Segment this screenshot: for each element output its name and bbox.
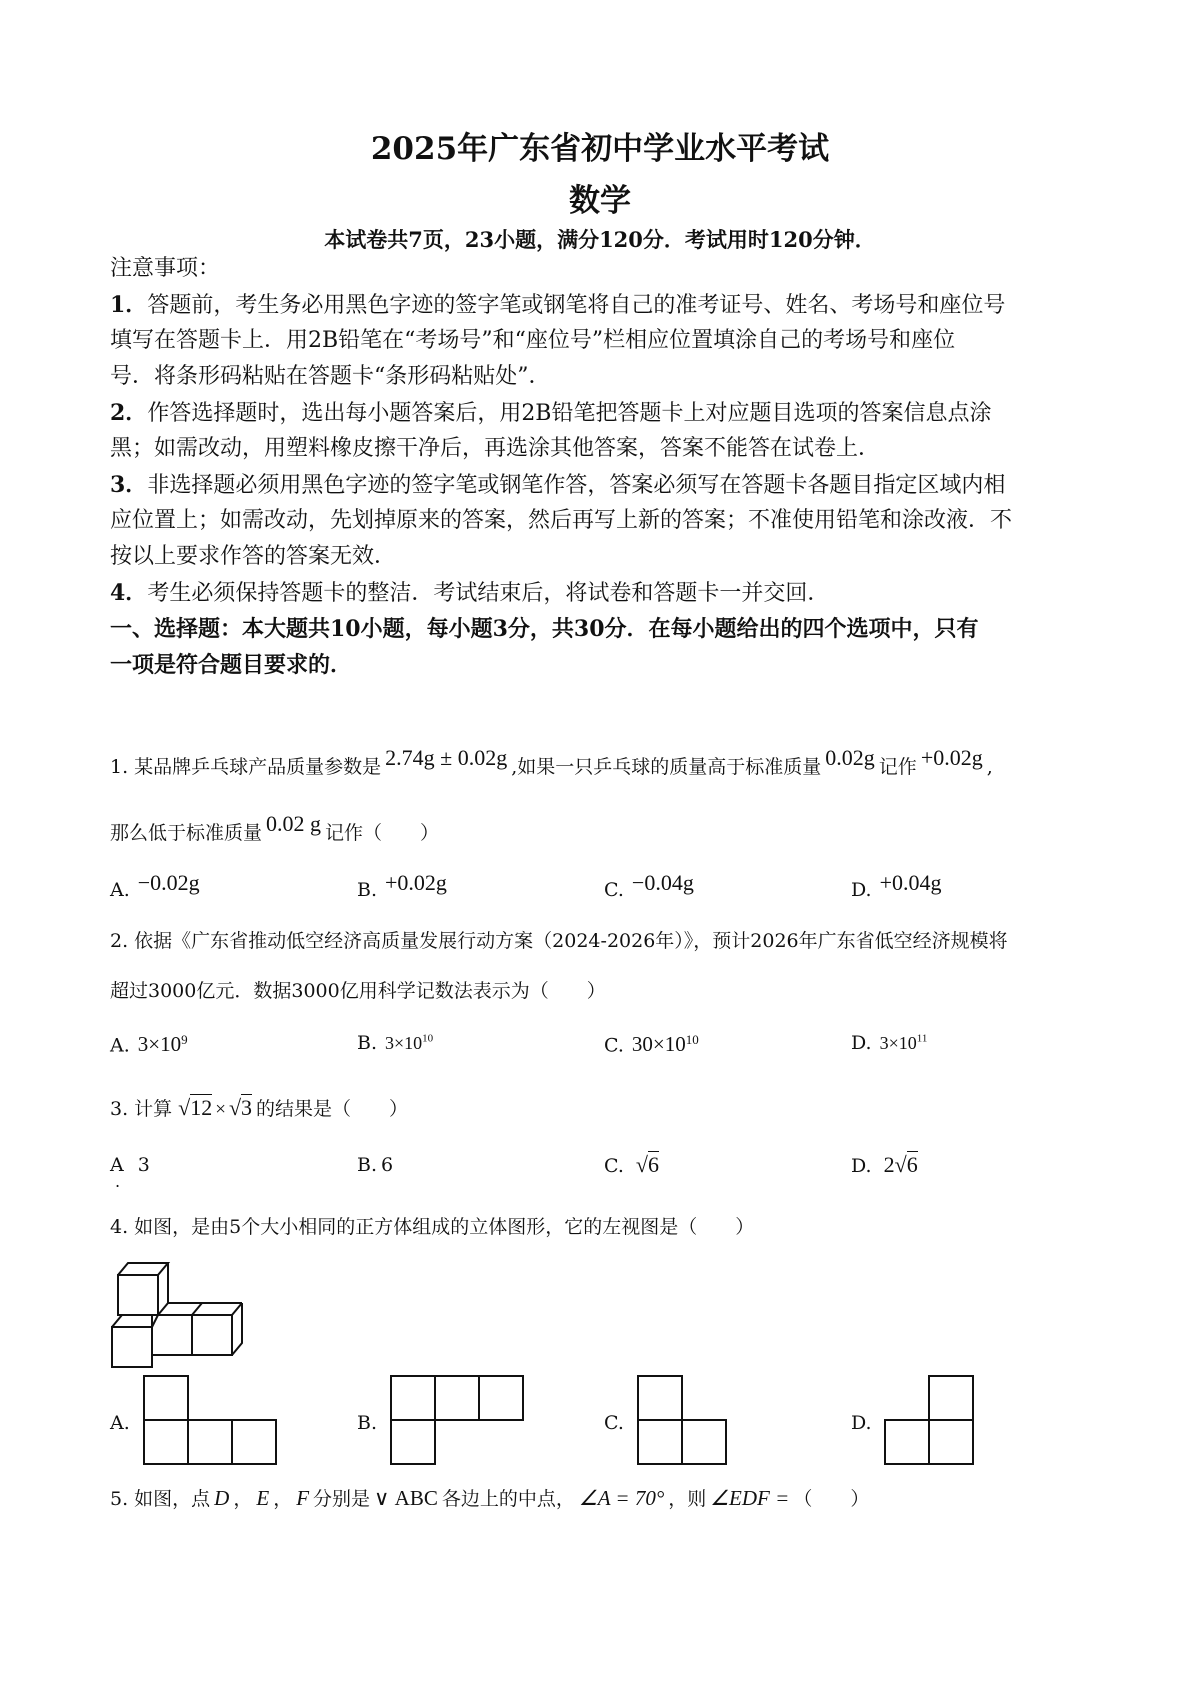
q4-option-c-label: C. bbox=[604, 1412, 624, 1434]
q1-math-standard: 0.02 g bbox=[266, 811, 322, 836]
q1-option-c[interactable] bbox=[604, 870, 694, 902]
note-1-line-1 bbox=[110, 286, 1005, 325]
q3-option-d[interactable] bbox=[851, 1152, 918, 1178]
note-3-line-3: 按以上要求作答的答案无效． bbox=[110, 544, 397, 569]
point-e: E bbox=[256, 1486, 270, 1510]
q1-option-b[interactable] bbox=[357, 870, 447, 902]
cube-face bbox=[118, 1275, 158, 1315]
q2-option-c[interactable] bbox=[604, 1032, 699, 1057]
note-text: 非选择题必须用黑色字迹的签字笔或钢笔作答，答案必须写在答题卡各题目指定区域内相 bbox=[147, 473, 1006, 498]
note-2-line-1 bbox=[110, 394, 991, 433]
q3-radicand: 3 bbox=[241, 1095, 253, 1120]
q1-text: 那么低于标准质量 bbox=[110, 822, 263, 844]
note-1-line-2: 填写在答题卡上．用2B铅笔在“考场号”和“座位号”栏相应位置填涂自己的考场号和座位 bbox=[110, 328, 956, 353]
q3-line bbox=[110, 1094, 408, 1121]
q3-option-b[interactable] bbox=[357, 1154, 393, 1176]
sqrt-sign: √ bbox=[894, 1152, 907, 1177]
cube-side bbox=[158, 1263, 168, 1315]
option-value: −0.04g bbox=[631, 870, 694, 895]
option-exponent: 9 bbox=[181, 1032, 188, 1047]
option-exponent: 11 bbox=[916, 1032, 928, 1045]
q1-line-2 bbox=[110, 811, 440, 845]
q1-text: 1. 某品牌乒乓球产品质量参数是 bbox=[110, 756, 382, 778]
q3-radicand: 12 bbox=[190, 1095, 213, 1120]
cube-side bbox=[232, 1303, 242, 1355]
section-1-line-2: 一项是符合题目要求的． bbox=[110, 652, 353, 678]
cube-edge bbox=[192, 1303, 202, 1315]
note-2-line-2: 黑；如需改动，用塑料橡皮擦干净后，再选涂其他答案，答案不能答在试卷上． bbox=[110, 436, 881, 461]
option-value: 3×10 bbox=[137, 1032, 182, 1057]
note-3-line-1 bbox=[110, 466, 1005, 505]
note-4-line-1 bbox=[110, 574, 829, 613]
q5-text: 5. 如图，点 bbox=[110, 1488, 211, 1510]
note-text: 答题前，考生务必用黑色字迹的签字笔或钢笔将自己的准考证号、姓名、考场号和座位号 bbox=[147, 293, 1006, 318]
q2-option-a[interactable] bbox=[110, 1032, 188, 1057]
cube-face bbox=[152, 1315, 192, 1355]
option-label: B. bbox=[357, 1154, 378, 1176]
option-label: C. bbox=[604, 879, 624, 901]
option-label: D. bbox=[851, 1032, 872, 1054]
option-value: 6 bbox=[906, 1152, 918, 1177]
subject-title: 数学 bbox=[569, 183, 631, 219]
option-value: 30×10 bbox=[631, 1032, 686, 1057]
q1-math-standard: 0.02g bbox=[825, 745, 875, 770]
q1-text: , bbox=[986, 756, 993, 778]
option-value: 3 bbox=[137, 1154, 150, 1176]
q4-option-d-label: D. bbox=[851, 1412, 872, 1434]
cube-face bbox=[192, 1315, 232, 1355]
q3-times: × bbox=[215, 1099, 226, 1120]
note-number: 2． bbox=[110, 400, 148, 426]
option-label: A. bbox=[110, 1034, 130, 1057]
q1-option-a[interactable] bbox=[110, 870, 200, 902]
q3-text: 的结果是（ ） bbox=[256, 1098, 409, 1120]
option-label: C. bbox=[604, 1155, 624, 1177]
q2-line-1: 2. 依据《广东省推动低空经济高质量发展行动方案（2024-2026年）》，预计2026年广东省低空经济规模将 bbox=[110, 930, 1008, 952]
option-label: B. bbox=[357, 879, 378, 901]
point-d: D bbox=[214, 1486, 230, 1510]
q1-text: 记作 bbox=[878, 756, 917, 778]
option-value: −0.02g bbox=[137, 870, 200, 895]
option-label: B. bbox=[357, 1032, 378, 1054]
point-f: F bbox=[296, 1486, 310, 1510]
exam-title: 2025年广东省初中学业水平考试 bbox=[370, 131, 830, 167]
note-1-line-3: 号．将条形码粘贴在答题卡“条形码粘贴处”． bbox=[110, 364, 551, 389]
cube-solid-figure bbox=[108, 1255, 268, 1375]
q5-text: （ ） bbox=[793, 1488, 870, 1510]
option-exponent: 10 bbox=[422, 1032, 434, 1045]
triangle-abc: ∨ ABC bbox=[374, 1486, 438, 1510]
option-label: D. bbox=[851, 879, 872, 901]
q5-text: ， bbox=[233, 1488, 253, 1510]
q4-option-d-figure[interactable] bbox=[883, 1374, 975, 1466]
q1-math-spec: 2.74g ± 0.02g bbox=[385, 745, 508, 770]
sqrt-sign: √ bbox=[178, 1095, 191, 1120]
q2-option-d[interactable] bbox=[851, 1032, 927, 1054]
q5-text: 各边上的中点， bbox=[441, 1488, 575, 1510]
cube-edge bbox=[232, 1303, 242, 1315]
q1-option-d[interactable] bbox=[851, 870, 942, 902]
option-value: 6 bbox=[647, 1152, 659, 1177]
q1-line-1 bbox=[110, 745, 993, 779]
option-value: 3×10 bbox=[879, 1033, 917, 1053]
exam-info: 本试卷共7页，23小题，满分120分．考试用时120分钟． bbox=[324, 227, 876, 252]
option-value: 6 bbox=[381, 1154, 394, 1176]
q4-option-b-figure[interactable] bbox=[389, 1374, 525, 1466]
note-text: 考生必须保持答题卡的整洁．考试结束后，将试卷和答题卡一并交回． bbox=[147, 581, 830, 606]
q5-line bbox=[110, 1484, 869, 1511]
cube-top bbox=[118, 1263, 168, 1275]
angle-edf: ∠EDF = bbox=[710, 1486, 790, 1510]
q1-text: 记作（ ） bbox=[325, 822, 440, 844]
option-value: +0.04g bbox=[879, 870, 942, 895]
option-label: D. bbox=[851, 1155, 872, 1177]
q1-math-plus: +0.02g bbox=[920, 745, 983, 770]
stray-dot: . bbox=[115, 1172, 121, 1191]
q5-text: ， bbox=[273, 1488, 293, 1510]
option-value: +0.02g bbox=[385, 870, 447, 895]
sqrt-sign: √ bbox=[635, 1152, 648, 1177]
q5-text: 分别是 bbox=[313, 1488, 371, 1510]
note-number: 4． bbox=[110, 580, 148, 606]
angle-a-value: ∠A = 70° bbox=[578, 1486, 665, 1510]
q2-line-2: 超过3000亿元．数据3000亿用科学记数法表示为（ ） bbox=[110, 980, 606, 1002]
option-coefficient: 2 bbox=[883, 1152, 895, 1177]
note-3-line-2: 应位置上；如需改动，先划掉原来的答案，然后再写上新的答案；不准使用铅笔和涂改液．不 bbox=[110, 508, 1013, 533]
section-1-line-1: 一、选择题：本大题共10小题，每小题3分，共30分．在每小题给出的四个选项中，只有 bbox=[110, 616, 979, 642]
cube-face bbox=[112, 1327, 152, 1367]
notes-heading: 注意事项： bbox=[110, 256, 221, 281]
q3-option-c[interactable] bbox=[604, 1152, 659, 1178]
q4-option-b-label: B. bbox=[357, 1412, 378, 1434]
note-text: 作答选择题时，选出每小题答案后，用2B铅笔把答题卡上对应题目选项的答案信息点涂 bbox=[147, 401, 992, 426]
option-label: A. bbox=[110, 879, 130, 901]
note-number: 3． bbox=[110, 472, 148, 498]
q2-option-b[interactable] bbox=[357, 1032, 433, 1054]
option-label: A bbox=[110, 1154, 124, 1176]
note-number: 1． bbox=[110, 292, 148, 318]
option-value: 3×10 bbox=[385, 1033, 423, 1053]
q4-line: 4. 如图，是由5个大小相同的正方体组成的立体图形，它的左视图是（ ） bbox=[110, 1216, 755, 1238]
q1-text: ,如果一只乒乓球的质量高于标准质量 bbox=[511, 756, 822, 778]
option-label: C. bbox=[604, 1034, 624, 1057]
option-exponent: 10 bbox=[685, 1032, 699, 1047]
q4-option-a-figure[interactable] bbox=[142, 1374, 278, 1466]
q3-text: 3. 计算 bbox=[110, 1098, 173, 1120]
sqrt-sign: √ bbox=[228, 1095, 242, 1120]
q5-text: ，则 bbox=[668, 1488, 707, 1510]
q4-option-c-figure[interactable] bbox=[636, 1374, 728, 1466]
q4-option-a-label: A. bbox=[110, 1412, 130, 1434]
